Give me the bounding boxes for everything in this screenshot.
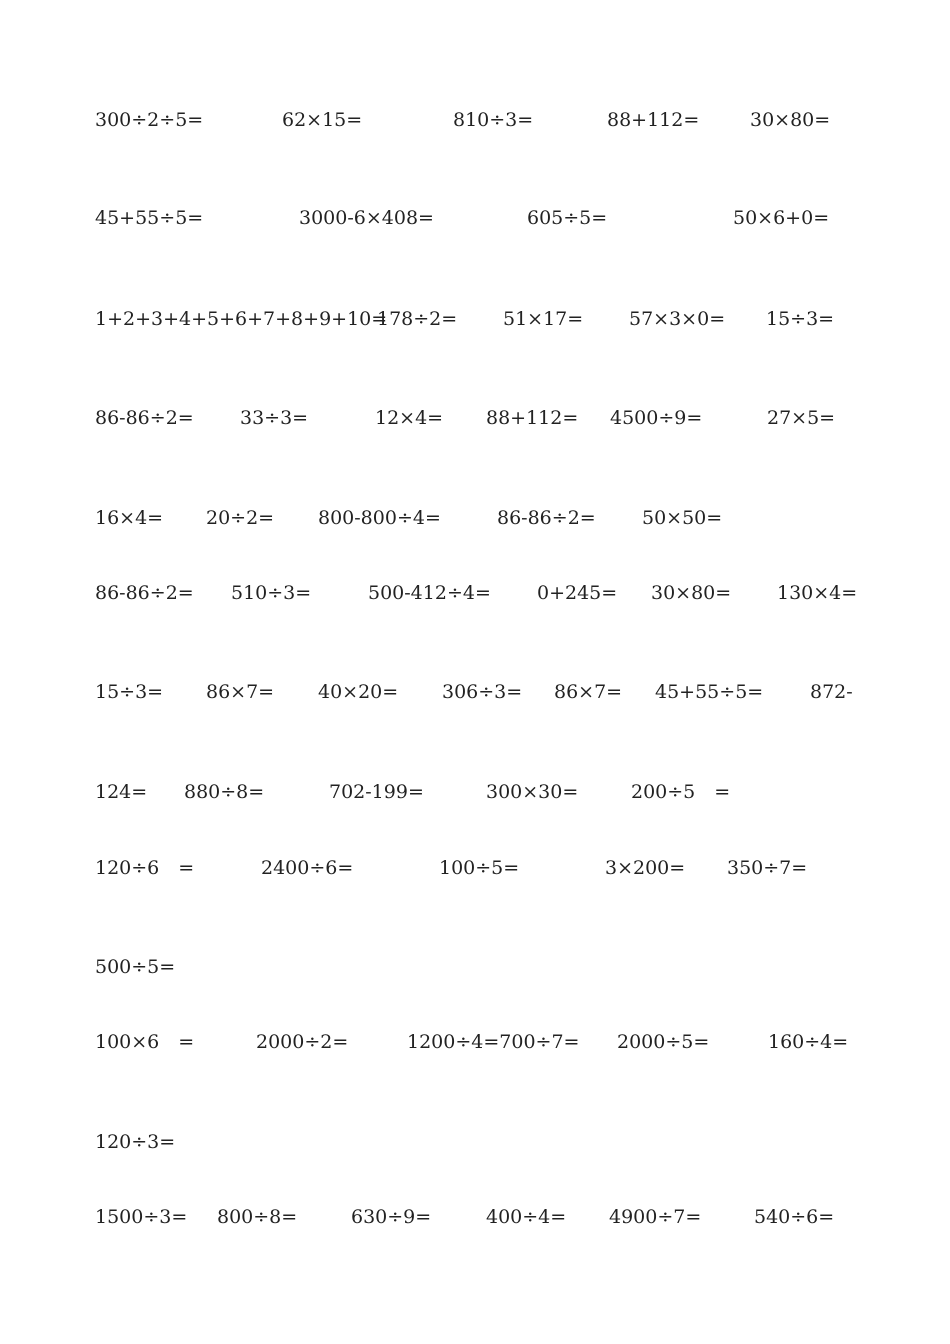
- math-problem: 306÷3=: [442, 681, 523, 703]
- problem-row: [0, 506, 950, 536]
- math-problem: 124=: [95, 781, 148, 803]
- math-problem: 810÷3=: [453, 109, 534, 131]
- math-problem: 880÷8=: [184, 781, 265, 803]
- math-problem: 30×80=: [651, 582, 732, 604]
- math-problem: 86×7=: [554, 681, 623, 703]
- math-problem: 30×80=: [750, 109, 831, 131]
- math-problem: 605÷5=: [527, 207, 608, 229]
- math-problem: 1200÷4=700÷7=: [407, 1031, 580, 1053]
- math-problem: 3000-6×408=: [299, 207, 434, 229]
- math-problem: 500-412÷4=: [368, 582, 491, 604]
- problem-row: [0, 780, 950, 810]
- math-problem: 872-: [810, 681, 853, 703]
- math-problem: 1500÷3=: [95, 1206, 188, 1228]
- math-problem: 630÷9=: [351, 1206, 432, 1228]
- problem-row: [0, 856, 950, 886]
- math-problem: 1+2+3+4+5+6+7+8+9+10=: [95, 308, 388, 330]
- math-problem: 50×6+0=: [733, 207, 830, 229]
- math-problem: 20÷2=: [206, 507, 275, 529]
- problem-row: [0, 206, 950, 236]
- math-problem: 200÷5 =: [631, 781, 731, 803]
- math-problem: 40×20=: [318, 681, 399, 703]
- math-problem: 12×4=: [375, 407, 444, 429]
- math-problem: 2000÷5=: [617, 1031, 710, 1053]
- math-problem: 88+112=: [486, 407, 579, 429]
- problem-row: [0, 108, 950, 138]
- problem-row: [0, 1130, 950, 1160]
- math-problem: 2000÷2=: [256, 1031, 349, 1053]
- math-problem: 350÷7=: [727, 857, 808, 879]
- math-problem: 800-800÷4=: [318, 507, 441, 529]
- math-problem: 2400÷6=: [261, 857, 354, 879]
- math-problem: 16×4=: [95, 507, 164, 529]
- math-problem: 120÷6 =: [95, 857, 195, 879]
- math-problem: 800÷8=: [217, 1206, 298, 1228]
- math-problem: 88+112=: [607, 109, 700, 131]
- math-problem: 0+245=: [537, 582, 618, 604]
- math-problem: 15÷3=: [766, 308, 835, 330]
- math-problem: 300×30=: [486, 781, 579, 803]
- math-problem: 300÷2÷5=: [95, 109, 204, 131]
- math-problem: 160÷4=: [768, 1031, 849, 1053]
- math-problem: 86-86÷2=: [95, 407, 194, 429]
- problem-row: [0, 955, 950, 985]
- math-problem: 100÷5=: [439, 857, 520, 879]
- math-problem: 50×50=: [642, 507, 723, 529]
- problem-row: [0, 1205, 950, 1235]
- math-problem: 178÷2=: [377, 308, 458, 330]
- problem-row: [0, 406, 950, 436]
- math-problem: 45+55÷5=: [655, 681, 764, 703]
- math-problem: 57×3×0=: [629, 308, 726, 330]
- math-problem: 130×4=: [777, 582, 858, 604]
- math-problem: 510÷3=: [231, 582, 312, 604]
- math-problem: 86-86÷2=: [497, 507, 596, 529]
- problem-row: [0, 680, 950, 710]
- math-problem: 33÷3=: [240, 407, 309, 429]
- math-problem: 86×7=: [206, 681, 275, 703]
- problem-row: [0, 581, 950, 611]
- math-problem: 120÷3=: [95, 1131, 176, 1153]
- math-problem: 540÷6=: [754, 1206, 835, 1228]
- math-problem: 62×15=: [282, 109, 363, 131]
- math-problem: 702-199=: [329, 781, 424, 803]
- math-problem: 400÷4=: [486, 1206, 567, 1228]
- problem-row: [0, 1030, 950, 1060]
- math-problem: 100×6 =: [95, 1031, 195, 1053]
- math-problem: 27×5=: [767, 407, 836, 429]
- math-problem: 51×17=: [503, 308, 584, 330]
- math-problem: 15÷3=: [95, 681, 164, 703]
- math-problem: 4900÷7=: [609, 1206, 702, 1228]
- math-problem: 45+55÷5=: [95, 207, 204, 229]
- problem-row: [0, 307, 950, 337]
- math-problem: 3×200=: [605, 857, 686, 879]
- math-problem: 86-86÷2=: [95, 582, 194, 604]
- math-problem: 500÷5=: [95, 956, 176, 978]
- math-problem: 4500÷9=: [610, 407, 703, 429]
